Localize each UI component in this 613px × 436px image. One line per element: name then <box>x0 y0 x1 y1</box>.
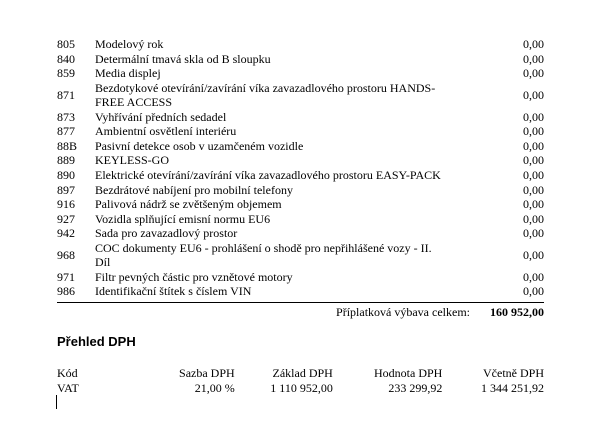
option-code: 840 <box>57 51 75 66</box>
option-description: Bezdrátové nabíjení pro mobilní telefony <box>95 182 293 197</box>
option-code: 986 <box>57 284 75 299</box>
option-description: Media displej <box>95 66 161 81</box>
option-description-line1: COC dokumenty EU6 - prohlášení o shodě pro nepřihlášené vozy - II. <box>95 240 432 255</box>
option-price: 0,00 <box>523 153 544 168</box>
table-row <box>57 241 544 270</box>
option-price: 0,00 <box>523 182 544 197</box>
table-row <box>57 212 544 227</box>
vat-header-rate: Sazba DPH <box>179 366 235 380</box>
option-code: 889 <box>57 153 75 168</box>
option-description: Vozidla splňující emisní normu EU6 <box>95 211 271 226</box>
option-description: Modelový rok <box>95 37 164 51</box>
option-description-line2: FREE ACCESS <box>95 95 173 110</box>
table-row <box>57 153 544 168</box>
text-cursor <box>56 395 57 409</box>
table-row <box>57 197 544 212</box>
table-row <box>57 110 544 125</box>
option-code: 897 <box>57 182 75 197</box>
option-code: 859 <box>57 66 75 81</box>
option-description: Sada pro zavazadlový prostor <box>95 226 238 241</box>
option-price: 0,00 <box>523 284 544 299</box>
total-value: 160 952,00 <box>490 305 544 319</box>
option-description <box>95 241 475 270</box>
vat-total: 1 344 251,92 <box>481 380 544 395</box>
option-description: Vyhřívání předních sedadel <box>95 109 227 124</box>
option-code: 942 <box>57 226 75 241</box>
option-price: 0,00 <box>523 138 544 153</box>
option-code: 805 <box>57 37 75 51</box>
total-label: Příplatková výbava celkem: <box>336 305 470 319</box>
option-price: 0,00 <box>523 37 544 51</box>
option-code: 968 <box>57 248 75 263</box>
table-row <box>57 66 544 81</box>
option-price: 0,00 <box>523 109 544 124</box>
vat-section-title: Přehled DPH <box>57 334 136 349</box>
table-row <box>57 124 544 139</box>
table-row <box>57 52 544 67</box>
option-code: 971 <box>57 269 75 284</box>
vat-header-total: Včetně DPH <box>483 366 544 380</box>
option-price: 0,00 <box>523 197 544 212</box>
option-price: 0,00 <box>523 66 544 81</box>
table-row <box>57 284 544 299</box>
table-row <box>57 270 544 285</box>
option-price: 0,00 <box>523 269 544 284</box>
vat-header-amount: Hodnota DPH <box>374 366 443 380</box>
vat-table <box>57 366 544 395</box>
option-price: 0,00 <box>523 248 544 263</box>
table-row <box>57 183 544 198</box>
option-description: Identifikační štítek s číslem VIN <box>95 284 252 299</box>
table-row <box>57 37 544 52</box>
option-code: 873 <box>57 109 75 124</box>
table-row <box>57 168 544 183</box>
option-code: 877 <box>57 124 75 139</box>
option-description: Pasivní detekce osob v uzamčeném vozidle <box>95 138 304 153</box>
option-price: 0,00 <box>523 226 544 241</box>
vat-header-row <box>57 366 544 381</box>
options-table <box>57 37 544 299</box>
option-description: Ambientní osvětlení interiéru <box>95 124 237 139</box>
option-description: Determální tmavá skla od B sloupku <box>95 51 271 66</box>
option-code: 871 <box>57 87 75 102</box>
vat-amount: 233 299,92 <box>388 380 443 395</box>
vat-code: VAT <box>57 380 79 395</box>
vat-base: 1 110 952,00 <box>270 380 333 395</box>
option-description: KEYLESS-GO <box>95 153 169 168</box>
option-price: 0,00 <box>523 124 544 139</box>
table-row <box>57 226 544 241</box>
option-price: 0,00 <box>523 167 544 182</box>
vat-header-code: Kód <box>57 366 78 380</box>
option-code: 927 <box>57 211 75 226</box>
option-description: Palivová nádrž se zvětšeným objemem <box>95 197 282 212</box>
vat-header-base: Základ DPH <box>272 366 333 380</box>
table-row <box>57 139 544 154</box>
option-description <box>95 81 475 110</box>
option-description-line1: Bezdotykové otevírání/zavírání víka zavazadlového prostoru HANDS- <box>95 80 436 95</box>
vat-rate: 21,00 % <box>194 380 235 395</box>
option-price: 0,00 <box>523 211 544 226</box>
total-divider <box>57 302 544 303</box>
option-price: 0,00 <box>523 51 544 66</box>
option-description: Filtr pevných částic pro vznětové motory <box>95 269 293 284</box>
option-price: 0,00 <box>523 87 544 102</box>
option-description: Elektrické otevírání/zavírání víka zavazadlového prostoru EASY-PACK <box>95 167 441 182</box>
table-row <box>57 381 544 396</box>
option-code: 890 <box>57 167 75 182</box>
total-row <box>57 304 544 320</box>
option-code: 88B <box>57 138 78 153</box>
option-description-line2: Díl <box>95 255 111 270</box>
table-row <box>57 81 544 110</box>
option-code: 916 <box>57 197 75 212</box>
